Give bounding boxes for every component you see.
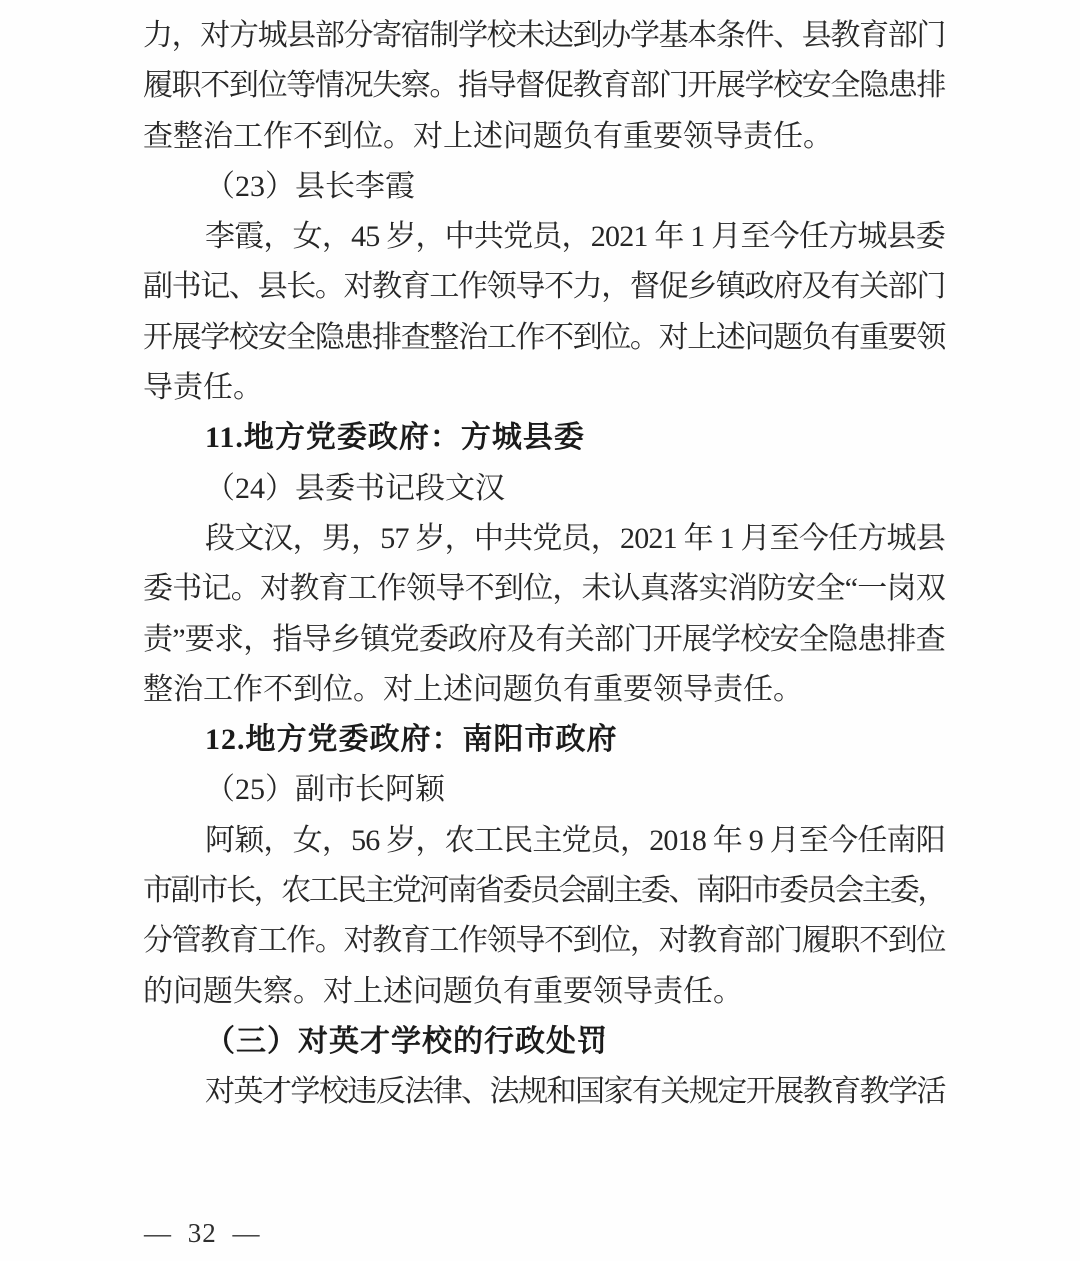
- text-line: [143, 1067, 945, 1117]
- text-line-content: 导责任。: [143, 371, 263, 405]
- text-line-content: 市副市长，农工民主党河南省委员会副主委、南阳市委员会主委，: [143, 874, 945, 908]
- text-line-content: 委书记。对教育工作领导不到位，未认真落实消防安全“一岗双: [143, 572, 945, 606]
- text-line-content: 的问题失察。对上述问题负有重要领导责任。: [143, 974, 743, 1008]
- text-line-content: 分管教育工作。对教育工作领导不到位，对教育部门履职不到位: [143, 924, 945, 958]
- text-line: [143, 665, 945, 715]
- section-heading: [143, 715, 945, 765]
- text-line: [143, 313, 945, 363]
- text-line-content: （三）对英才学校的行政处罚: [205, 1024, 608, 1058]
- section-heading: [143, 1017, 945, 1067]
- text-line-content: 整治工作不到位。对上述问题负有重要领导责任。: [143, 672, 803, 706]
- text-line: [143, 816, 945, 866]
- text-line-content: 李霞，女，45 岁，中共党员，2021 年 1 月至今任方城县委: [205, 220, 945, 254]
- text-line: [143, 112, 945, 162]
- text-line-content: 12.地方党委政府：南阳市政府: [205, 723, 618, 757]
- text-line: [143, 363, 945, 413]
- document-text-block: [143, 11, 945, 1118]
- text-line-content: 力，对方城县部分寄宿制学校未达到办学基本条件、县教育部门: [143, 19, 945, 52]
- text-line: [143, 967, 945, 1017]
- text-line-content: 责”要求，指导乡镇党委政府及有关部门开展学校安全隐患排查: [143, 622, 945, 656]
- text-line: [143, 765, 945, 815]
- text-line: [143, 615, 945, 665]
- text-line-content: 开展学校安全隐患排查整治工作不到位。对上述问题负有重要领: [143, 320, 945, 354]
- text-line: [143, 464, 945, 514]
- text-line-content: 11.地方党委政府：方城县委: [205, 421, 585, 455]
- text-line: [143, 212, 945, 262]
- page-number: — 32 —: [144, 1218, 261, 1248]
- text-line-content: （23）县长李霞: [205, 169, 415, 203]
- text-line-content: 查整治工作不到位。对上述问题负有重要领导责任。: [143, 119, 833, 153]
- section-heading: [143, 413, 945, 463]
- text-line-content: 副书记、县长。对教育工作领导不力，督促乡镇政府及有关部门: [143, 270, 945, 304]
- text-line: [143, 514, 945, 564]
- text-line-content: （24）县委书记段文汉: [205, 471, 505, 505]
- text-line: [143, 11, 945, 61]
- text-line-content: 对英才学校违反法律、法规和国家有关规定开展教育教学活: [205, 1075, 945, 1109]
- text-line: [143, 61, 945, 111]
- text-line-content: 履职不到位等情况失察。指导督促教育部门开展学校安全隐患排: [143, 69, 945, 103]
- text-line: [143, 262, 945, 312]
- text-line: [143, 564, 945, 614]
- text-line-content: 阿颖，女，56 岁，农工民主党员，2018 年 9 月至今任南阳: [205, 823, 945, 857]
- text-line: [143, 916, 945, 966]
- text-line: [143, 866, 945, 916]
- text-line-content: （25）副市长阿颖: [205, 773, 445, 807]
- text-line-content: 段文汉，男，57 岁，中共党员，2021 年 1 月至今任方城县: [205, 521, 945, 555]
- text-line: [143, 162, 945, 212]
